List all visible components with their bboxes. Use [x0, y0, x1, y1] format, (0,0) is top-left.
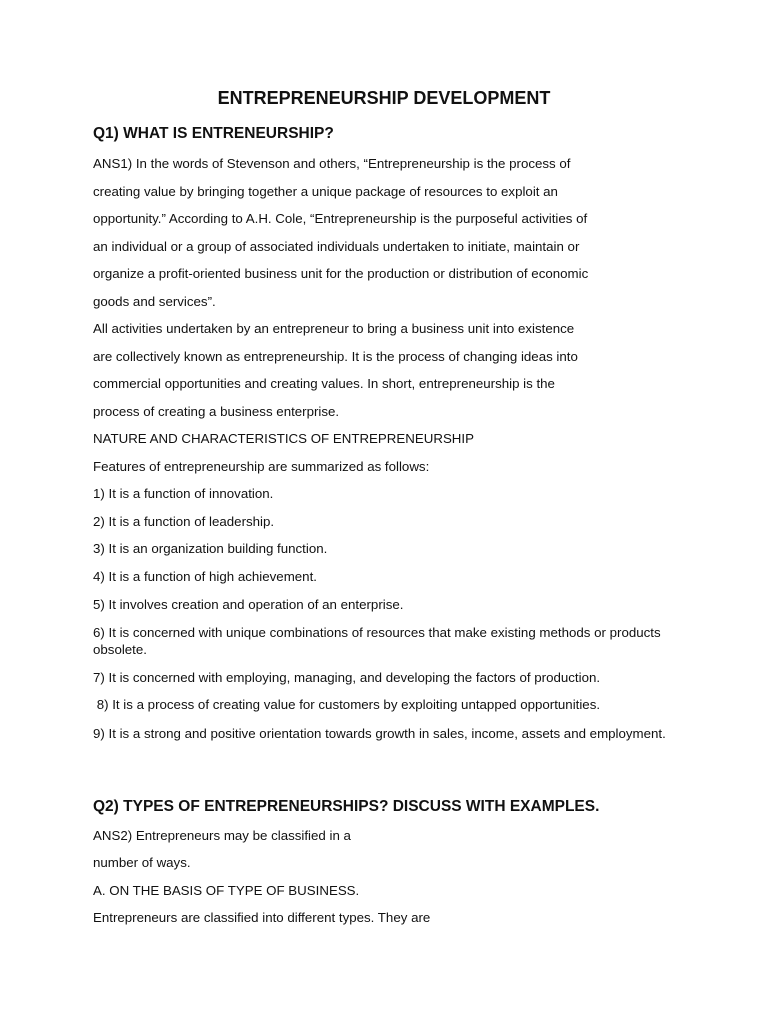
feature-item-3: 3) It is an organization building function. [93, 541, 328, 556]
feature-item-6: 6) It is concerned with unique combinations of resources that make existing methods or products obsolete. [93, 625, 661, 657]
q2-line-3: A. ON THE BASIS OF TYPE OF BUSINESS. [93, 883, 360, 898]
feature-item-1: 1) It is a function of innovation. [93, 486, 274, 501]
q1-answer-line-1: ANS1) In the words of Stevenson and others, “Entrepreneurship is the process of [93, 156, 571, 171]
q1-answer-line-6: goods and services”. [93, 294, 216, 309]
feature-item-5: 5) It involves creation and operation of an enterprise. [93, 597, 404, 612]
q1-para2-line-2: are collectively known as entrepreneurship. It is the process of changing ideas into [93, 349, 578, 364]
nature-heading: NATURE AND CHARACTERISTICS OF ENTREPRENEURSHIP [93, 431, 474, 446]
q1-answer-line-4: an individual or a group of associated individuals undertaken to initiate, maintain or [93, 239, 580, 254]
feature-item-4: 4) It is a function of high achievement. [93, 569, 317, 584]
feature-item-9: 9) It is a strong and positive orientation towards growth in sales, income, assets and employment. [93, 726, 666, 741]
q1-answer-line-5: organize a profit-oriented business unit for the production or distribution of economic [93, 266, 589, 281]
q2-line-4: Entrepreneurs are classified into different types. They are [93, 910, 431, 925]
features-intro: Features of entrepreneurship are summarized as follows: [93, 459, 430, 474]
q1-heading: Q1) WHAT IS ENTRENEURSHIP? [93, 125, 334, 142]
q1-para2-line-4: process of creating a business enterprise. [93, 404, 340, 419]
document-title: ENTREPRENEURSHIP DEVELOPMENT [217, 88, 551, 108]
feature-item-2: 2) It is a function of leadership. [93, 514, 275, 529]
q1-answer-line-2: creating value by bringing together a unique package of resources to exploit an [93, 184, 558, 199]
feature-item-7: 7) It is concerned with employing, managing, and developing the factors of production. [93, 670, 601, 685]
q2-line-2: number of ways. [93, 855, 191, 870]
q1-answer-line-3: opportunity.” According to A.H. Cole, “Entrepreneurship is the purposeful activities of [93, 211, 588, 226]
q2-heading: Q2) TYPES OF ENTREPRENEURSHIPS? DISCUSS WITH EXAMPLES. [93, 798, 600, 815]
q1-para2-line-3: commercial opportunities and creating values. In short, entrepreneurship is the [93, 376, 555, 391]
q1-para2-line-1: All activities undertaken by an entrepreneur to bring a business unit into existence [93, 321, 575, 336]
q2-line-1: ANS2) Entrepreneurs may be classified in a [93, 828, 351, 843]
feature-item-8: 8) It is a process of creating value for customers by exploiting untapped opportunities. [93, 697, 601, 712]
